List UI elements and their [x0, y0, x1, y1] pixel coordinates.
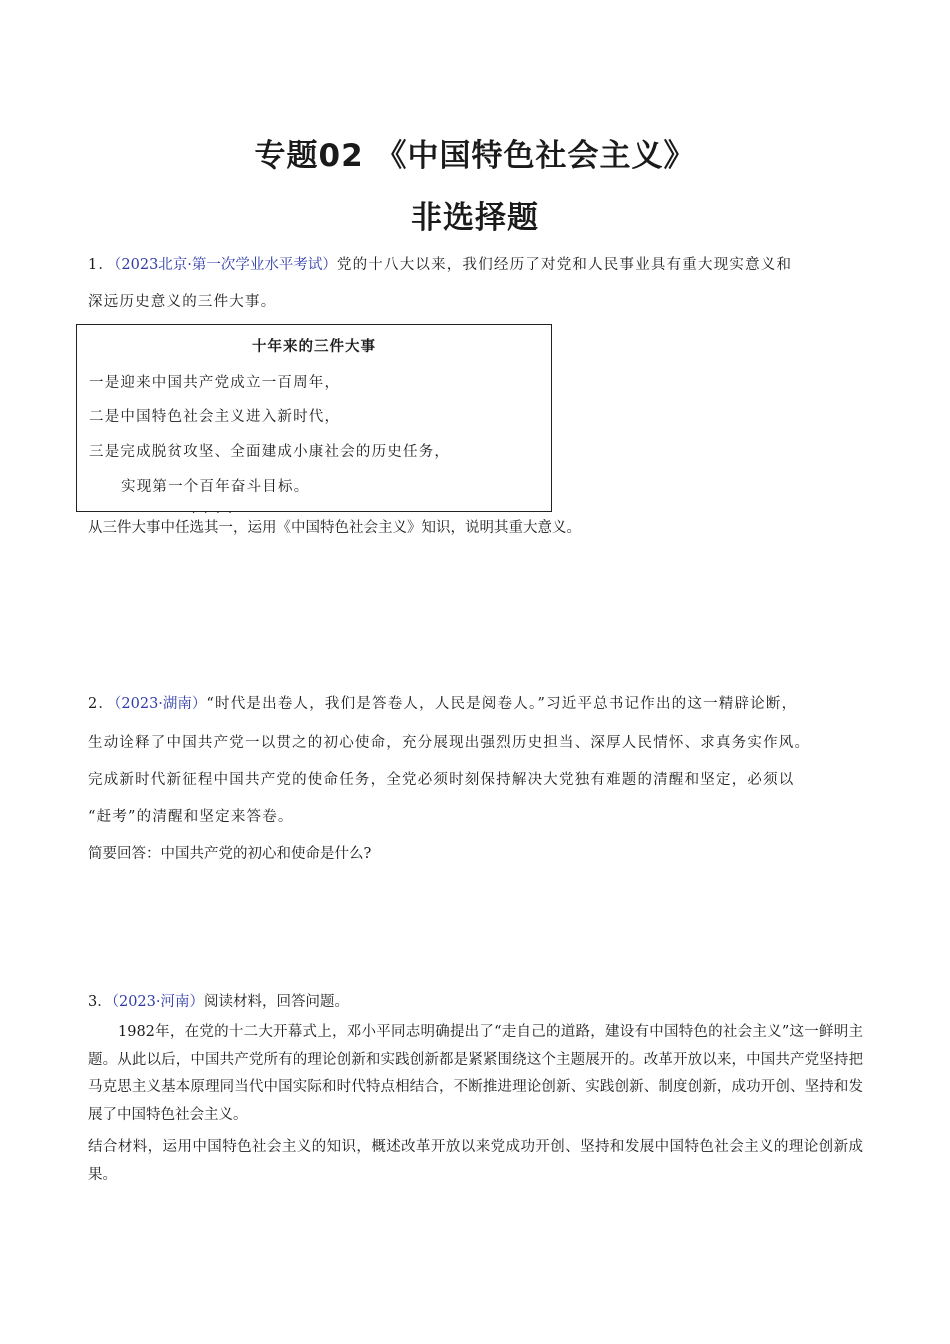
question-3-prompt: 结合材料，运用中国特色社会主义的知识，概述改革开放以来党成功开创、坚持和发展中国特色社会主义的理论创新成果。	[88, 1139, 863, 1183]
events-box-line-3: 三是完成脱贫攻坚、全面建成小康社会的历史任务，	[89, 444, 451, 460]
question-3-line-1	[88, 992, 868, 1012]
question-2-number: 2．	[88, 696, 115, 712]
question-1-number: 1．	[88, 257, 115, 273]
question-1-source: （2023北京·第一次学业水平考试）	[114, 257, 337, 273]
question-3-number: 3．	[88, 994, 112, 1010]
question-1-prompt: 从三件大事中任选其一，运用《中国特色社会主义》知识，说明其重大意义。	[88, 520, 581, 536]
question-2-text-2: 生动诠释了中国共产党一以贯之的初心使命，充分展现出强烈历史担当、深厚人民情怀、求真务实作风。	[88, 735, 811, 751]
question-2-line-1	[88, 694, 868, 714]
events-box-line-1: 一是迎来中国共产党成立一百周年，	[89, 375, 341, 391]
events-box	[76, 324, 552, 512]
events-box-title: 十年来的三件大事	[252, 338, 376, 355]
question-2-text-1: “时代是出卷人，我们是答卷人，人民是阅卷人。”习近平总书记作出的这一精辟论断，	[206, 696, 798, 712]
question-3-source: （2023·河南）	[111, 994, 204, 1010]
question-3-intro: 阅读材料，回答问题。	[204, 994, 349, 1010]
page-subtitle: 非选择题	[411, 200, 539, 236]
question-3-material: 1982年，在党的十二大开幕式上，邓小平同志明确提出了“走自己的道路，建设有中国特色的社会主义”这一鲜明主题。从此以后，中国共产党所有的理论创新和实践创新都是紧紧围绕这个主题展开的。改革开放以来，中国共产党坚持把马克思主义基本原理同当代中国实际和时代特点相结合，不断推进理论创新、实践创新、制度创新，成功开创、坚持和发展了中国特色社会主义。	[88, 1024, 863, 1123]
question-1-line-1	[88, 255, 868, 275]
page-title: 专题02 《中国特色社会主义》	[254, 138, 696, 174]
question-2-text-4: “赶考”的清醒和坚定来答卷。	[88, 809, 294, 825]
question-2-source: （2023·湖南）	[114, 696, 207, 712]
events-box-line-4: 实现第一个百年奋斗目标。	[121, 479, 310, 495]
question-2-prompt: 简要回答：中国共产党的初心和使命是什么?	[88, 846, 372, 862]
question-1-text-1: 党的十八大以来，我们经历了对党和人民事业具有重大现实意义和	[336, 257, 793, 273]
question-2-text-3: 完成新时代新征程中国共产党的使命任务，全党必须时刻保持解决大党独有难题的清醒和坚定，必须以	[88, 772, 795, 788]
emphasis-dots: ····	[192, 508, 241, 519]
events-box-line-2: 二是中国特色社会主义进入新时代，	[89, 409, 341, 425]
question-1-text-2: 深远历史意义的三件大事。	[88, 294, 277, 310]
